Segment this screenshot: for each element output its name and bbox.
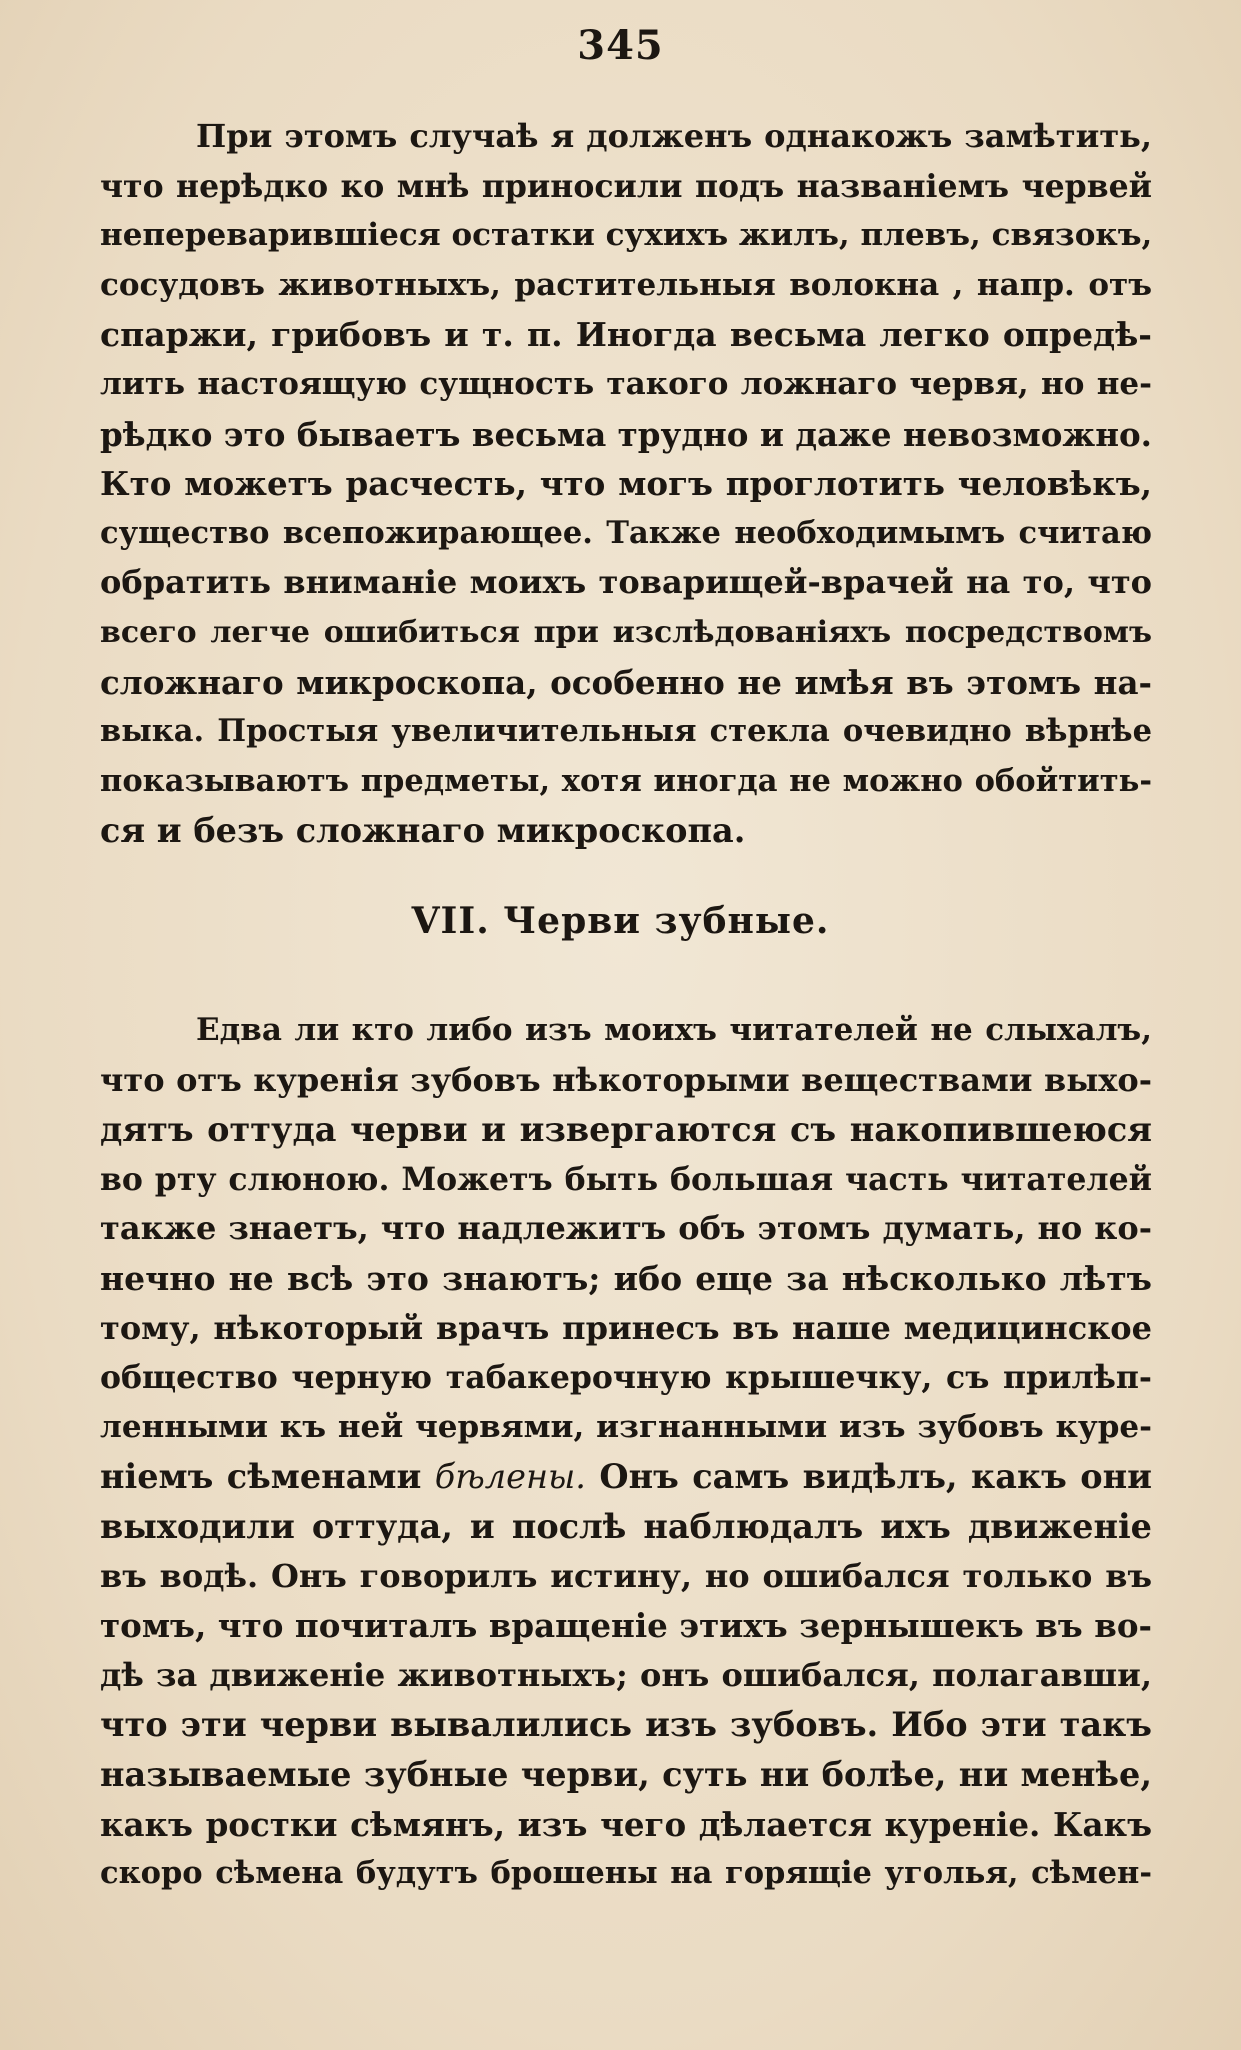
text-line: дятъ оттуда черви и извергаются съ накопившеюся xyxy=(100,1110,1152,1150)
text-line: выходили оттуда, и послѣ наблюдалъ ихъ движеніе xyxy=(100,1506,1152,1546)
text-line: лить настоящую сущность такого ложнаго червя, но не- xyxy=(100,365,1152,402)
paragraph-tooth-worms xyxy=(100,1006,1152,1899)
line-segment: Онъ самъ видѣлъ, какъ они xyxy=(585,1457,1152,1497)
text-line: называемые зубные черви, суть ни болѣе, ни менѣе, xyxy=(100,1754,1152,1794)
text-line: тому, нѣкоторый врачъ принесъ въ наше медицинское xyxy=(100,1308,1152,1347)
text-line: показываютъ предметы, хотя иногда не можно обойтить- xyxy=(100,762,1152,799)
text-line: что нерѣдко ко мнѣ приносили подъ названіемъ червей xyxy=(100,167,1152,205)
text-line: рѣдко это бываетъ весьма трудно и даже невозможно. xyxy=(100,414,1152,454)
text-line: что отъ куренія зубовъ нѣкоторыми веществами выхо- xyxy=(100,1060,1152,1099)
text-line: спаржи, грибовъ и т. п. Иногда весьма легко опредѣ- xyxy=(100,315,1152,355)
text-line-with-italic xyxy=(100,1452,1152,1502)
text-line: Едва ли кто либо изъ моихъ читателей не слыхалъ, xyxy=(196,1012,1152,1048)
italic-word: бѣлены. xyxy=(434,1457,586,1497)
text-line: сложнаго микроскопа, особенно не имѣя въ этомъ на- xyxy=(100,662,1152,702)
text-line: существо всепожирающее. Также необходимымъ считаю xyxy=(100,514,1152,551)
text-line: также знаетъ, что надлежитъ объ этомъ думать, но ко- xyxy=(100,1209,1152,1248)
text-line: Кто можетъ расчесть, что могъ проглотить человѣкъ, xyxy=(100,464,1152,504)
text-line: выка. Простыя увеличительныя стекла очевидно вѣрнѣе xyxy=(100,713,1152,750)
text-line: во рту слюною. Можетъ быть большая часть читателей xyxy=(100,1160,1152,1198)
section-heading: VII. Черви зубные. xyxy=(411,900,830,942)
text-line: сосудовъ животныхъ, растительныя волокна , напр. отъ xyxy=(100,266,1152,303)
text-line: обратить вниманіе моихъ товарищей-врачей на то, что xyxy=(100,563,1152,602)
text-line: томъ, что почиталъ вращеніе этихъ зернышекъ въ во- xyxy=(100,1606,1152,1646)
text-line: ся и безъ сложнаго микроскопа. xyxy=(100,811,746,851)
text-line: ленными къ ней червями, изгнанными изъ зубовъ куре- xyxy=(100,1408,1152,1445)
line-segment: ніемъ сѣменами xyxy=(100,1457,435,1497)
text-line: что эти черви вывалились изъ зубовъ. Ибо эти такъ xyxy=(100,1705,1152,1745)
text-line: нечно не всѣ это знаютъ; ибо еще за нѣсколько лѣтъ xyxy=(100,1258,1152,1298)
paragraph-worms-misidentified xyxy=(100,112,1152,856)
text-line: общество черную табакерочную крышечку, съ прилѣп- xyxy=(100,1359,1152,1397)
text-line: При этомъ случаѣ я долженъ однакожъ замѣтить, xyxy=(196,117,1152,155)
page-number: 345 xyxy=(577,22,664,69)
text-line: дѣ за движеніе животныхъ; онъ ошибался, полагавши, xyxy=(100,1655,1152,1694)
text-line: скоро сѣмена будутъ брошены на горящіе уголья, сѣмен- xyxy=(100,1855,1152,1892)
text-line: всего легче ошибиться при изслѣдованіяхъ посредствомъ xyxy=(100,614,1152,650)
text-line: въ водѣ. Онъ говорилъ истину, но ошибался только въ xyxy=(100,1556,1152,1595)
text-line: непереварившіеся остатки сухихъ жилъ, плевъ, связокъ, xyxy=(100,217,1153,254)
text-line: какъ ростки сѣмянъ, изъ чего дѣлается куреніе. Какъ xyxy=(100,1804,1152,1844)
